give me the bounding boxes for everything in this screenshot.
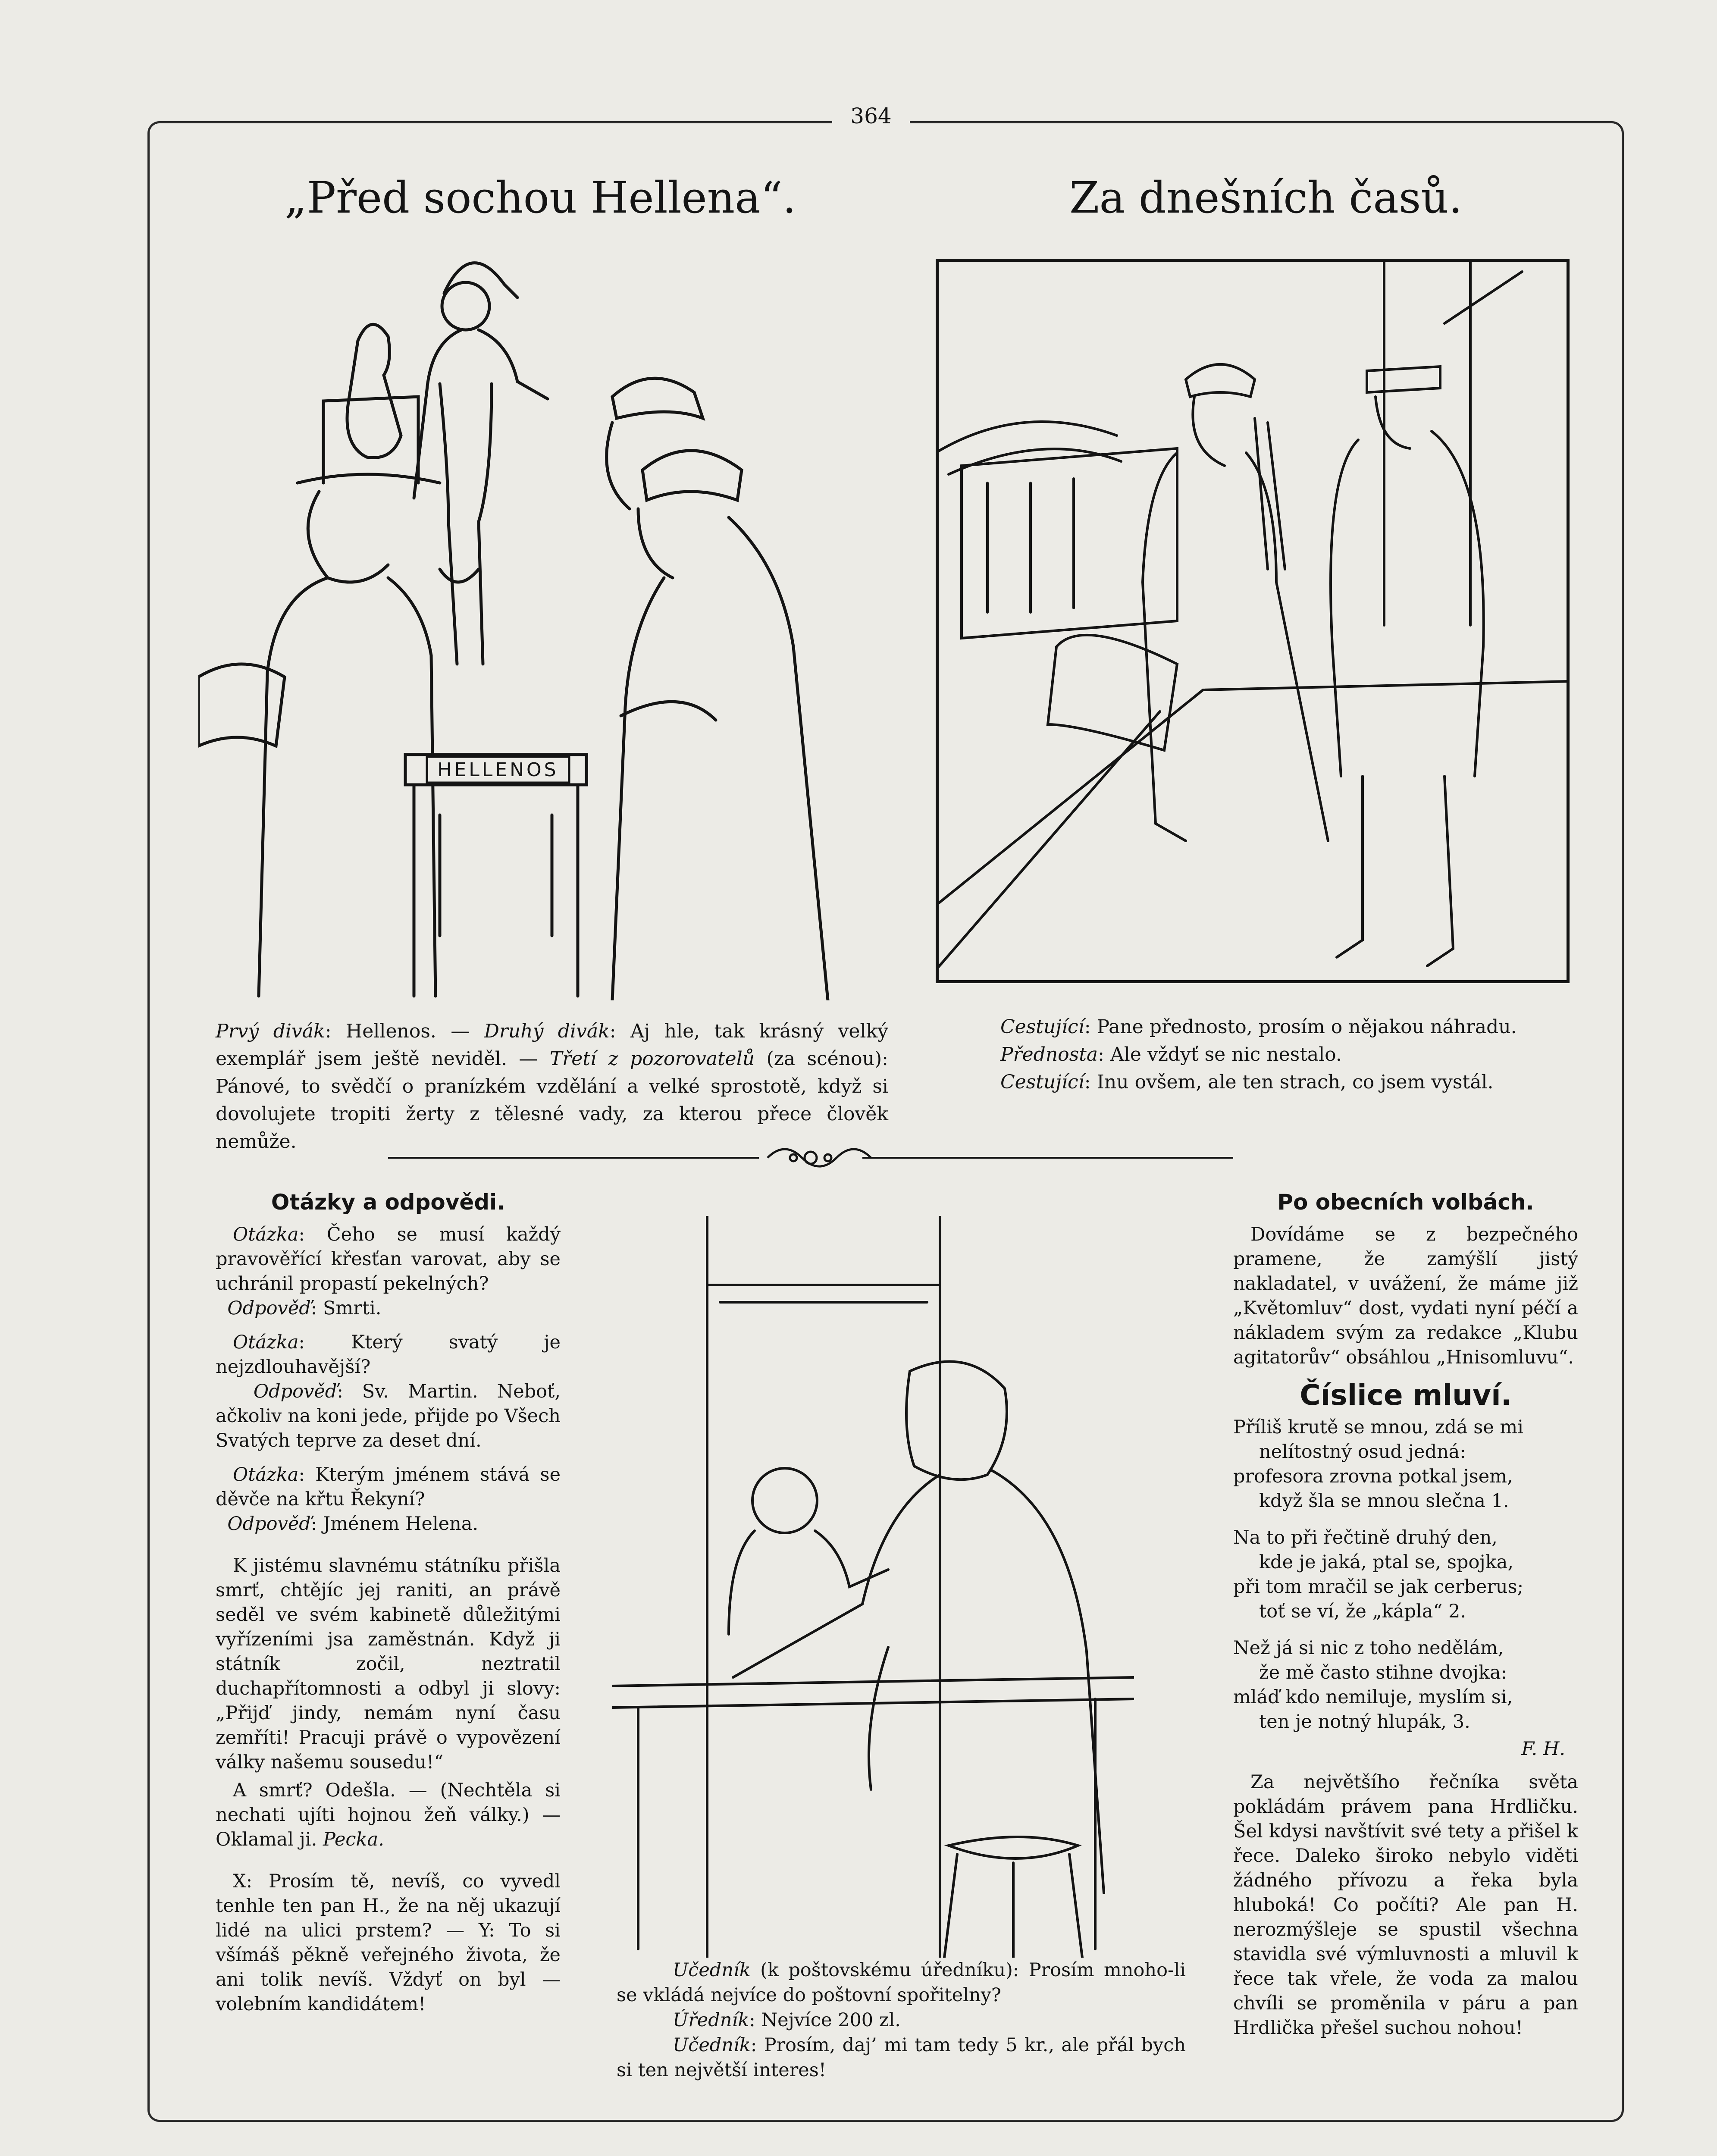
poem-line: toť se ví, že „kápla“ 2. — [1259, 1601, 1466, 1622]
anecdote-end: A smrť? Odešla. — (Nechtěla si nechati ujíti hojnou žeň války.) — Oklamal ji. — [216, 1780, 561, 1850]
left-column: Otázky a odpovědi. Otázka: Čeho se musí každý pravověřící křesťan varovat, aby se uchránil propastí pekelných? Odpověď: Smrti. Otázka: Který svatý je nejzdlouhavější? Odpověď: Sv. Martin. Neboť, ačkoliv na koni jede, přijde po Všech Svatých teprve za deset dní. Otázka: Kterým jménem stává se děvče na křtu Řekyní? Odpověď: Jménem Helena. K jistému slavnému státníku přišla smrť, chtějíc jej raniti, an právě seděl ve svém kabinetě důležitými vyřízeními jsa zaměstnán. Když ji státník zočil, neztratil duchapřítomnosti a odbyl ji slovy: „Přijď jindy, nemám nyní času zemříti! Pracuji právě o vypovězení války našemu sousedu!“ A smrť? Odešla. — (Nechtěla si nechati ujíti hojnou žeň války.) — Oklamal ji. Pecka. X: Prosím tě, nevíš, co vyvedl tenhle ten pan H., že na něj ukazují lidé na ulici prstem? — Y: To si všímáš pěkně veřejného života, že ani tolik nevíš. Vždyť on byl — volebním kandidátem! — [216, 1190, 561, 2026]
poem-line: při tom mračil se jak cerberus; — [1233, 1576, 1524, 1598]
poem-signature: F. H. — [1521, 1738, 1565, 1760]
answer-label: Odpověď — [227, 1513, 311, 1535]
caption-text: Inu ovšem, ale ten strach, co jsem vystál. — [1097, 1071, 1494, 1093]
caption-speaker: Přednosta — [1000, 1044, 1098, 1065]
caption-speaker: Učedník — [673, 1959, 751, 1981]
poem-stanza — [1233, 1636, 1578, 1734]
answer-text: Jménem Helena. — [323, 1513, 479, 1535]
answer-label: Odpověď — [227, 1297, 311, 1319]
railway-illustration — [936, 259, 1570, 983]
caption-text: Pane přednosto, prosím o nějakou náhradu. — [1097, 1016, 1517, 1038]
caption-text: Hellenos. — — [345, 1020, 470, 1042]
question-text: Čeho se musí každý pravověřící křesťan varovat, aby se uchránil propastí pekelných? — [216, 1224, 561, 1294]
ornament-divider — [388, 1143, 1233, 1173]
caption-speaker: Prvý divák — [216, 1020, 325, 1042]
answer-label: Odpověď — [253, 1381, 337, 1402]
poem-line: když šla se mnou slečna 1. — [1259, 1490, 1509, 1512]
right-cartoon-title: Za dnešních časů. — [1069, 172, 1463, 223]
statue-illustration — [198, 241, 871, 1000]
caption-speaker: Úředník — [673, 2009, 749, 2031]
caption-speaker: Třetí z pozorovatelů — [549, 1048, 755, 1070]
answer-text: Smrti. — [323, 1297, 382, 1319]
pedestal-label: HELLENOS — [437, 759, 559, 781]
caption-text: Aj hle, tak krásný velký exemplář jsem ještě neviděl. — — [216, 1020, 888, 1070]
poem-stanza — [1233, 1415, 1578, 1514]
closing-anecdote: Za největšího řečníka světa pokládám právem pana Hrdličku. Šel kdysi navštívit své tety a přišel k řece. Daleko široko nebylo viděti žádného přívozu a řeka byla hluboká! Co počíti? Ale pan H. nerozmýšleje se spustil všechna stavidla své výmluvnosti a mluvil k řece tak vřele, že voda za malou chvíli se proměnila v páru a pan Hrdlička přešel suchou nohou! — [1233, 1771, 1578, 2039]
caption-text: Ale vždyť se nic nestalo. — [1110, 1044, 1342, 1065]
caption-text: (za scénou): Pánové, to svědčí o pranízkém vzdělání a velké sprostotě, když si dovolujete tropiti žerty z tělesné vady, za kterou přece člověk nemůže. — [216, 1048, 888, 1153]
anecdote: K jistému slavnému státníku přišla smrť, chtějíc jej raniti, an právě seděl ve svém kabinetě důležitými vyřízeními jsa zaměstnán. Když ji státník zočil, neztratil duchapřítomnosti a odbyl ji slovy: „Přijď jindy, nemám nyní času zemříti! Pracuji právě o vypovězení války našemu sousedu!“ — [216, 1555, 561, 1773]
poem-heading: Číslice mluví. — [1300, 1379, 1512, 1412]
post-office-illustration — [612, 1216, 1134, 1958]
dialogue: X: Prosím tě, nevíš, co vyvedl tenhle ten pan H., že na něj ukazují lidé na ulici prstem? — Y: To si všímáš pěkně veřejného života, že ani tolik nevíš. Vždyť on byl — volebním kandidátem! — [216, 1871, 561, 2015]
caption-speaker: Učedník — [673, 2034, 751, 2056]
caption-speaker: Druhý divák — [484, 1020, 610, 1042]
poem-line: Na to při řečtině druhý den, — [1233, 1527, 1498, 1548]
answer-text: Sv. Martin. Neboť, ačkoliv na koni jede, přijde po Všech Svatých teprve za deset dní. — [216, 1381, 561, 1451]
page-number: 364 — [832, 103, 910, 128]
left-cartoon-caption: Prvý divák: Hellenos. — Druhý divák: Aj hle, tak krásný velký exemplář jsem ještě neviděl. — Třetí z pozorovatelů (za scénou): Pánové, to svědčí o pranízkém vzdělání a velké sprostotě, když si dovolujete tropiti žerty z tělesné vady, za kterou přece člověk nemůže. — [216, 1020, 888, 1153]
poem-line: že mě často stihne dvojka: — [1259, 1662, 1507, 1683]
caption-speaker: Cestující — [1000, 1071, 1084, 1093]
poem-line: profesora zrovna potkal jsem, — [1233, 1466, 1513, 1487]
poem-line: Než já si nic z toho nedělám, — [1233, 1637, 1504, 1659]
qa-heading: Otázky a odpovědi. — [271, 1190, 505, 1215]
caption-speaker: Cestující — [1000, 1016, 1084, 1038]
poem-line: Příliš krutě se mnou, zdá se mi — [1233, 1416, 1523, 1438]
poem-line: mláď kdo nemiluje, myslím si, — [1233, 1686, 1513, 1708]
poem-line: kde je jaká, ptal se, spojka, — [1259, 1551, 1514, 1573]
caption-text: Prosím, daj’ mi tam tedy 5 kr., ale přál bych si ten největší interes! — [617, 2034, 1186, 2081]
left-cartoon-title: „Před sochou Hellena“. — [285, 172, 796, 223]
question-text: Kterým jménem stává se děvče na křtu Řekyní? — [216, 1464, 561, 1510]
news-text: Dovídáme se z bezpečného pramene, že zamýšlí jistý nakladatel, v uvážení, že máme již „Květomluv“ dost, vydati nyní péčí a nákladem svým za redakce „Klubu agitatorův“ obsáhlou „Hnisomluvu“. — [1233, 1224, 1578, 1368]
poem — [1233, 1415, 1578, 1761]
question-label: Otázka — [233, 1224, 299, 1245]
news-heading: Po obecních volbách. — [1277, 1190, 1534, 1215]
center-caption: Učedník (k poštovskému úředníku): Prosím mnoho-li se vkládá nejvíce do poštovní spořitelny? Úředník: Nejvíce 200 zl. Učedník: Prosím, daj’ mi tam tedy 5 kr., ale přál bych si ten největší interes! — [617, 1959, 1186, 2081]
caption-text: (k poštovskému úředníku): Prosím mnoho-li se vkládá nejvíce do poštovní spořitelny? — [617, 1959, 1186, 2006]
poem-line: nelítostný osud jedná: — [1259, 1441, 1466, 1463]
question-label: Otázka — [233, 1332, 299, 1353]
poem-line: ten je notný hlupák, 3. — [1259, 1711, 1470, 1733]
anecdote-signature: Pecka. — [323, 1829, 384, 1850]
right-column — [1233, 1190, 1578, 2050]
caption-text: Nejvíce 200 zl. — [761, 2009, 901, 2031]
poem-stanza — [1233, 1526, 1578, 1624]
question-label: Otázka — [233, 1464, 299, 1485]
question-text: Který svatý je nejzdlouhavější? — [216, 1332, 561, 1378]
right-cartoon-caption: Cestující: Pane přednosto, prosím o nějakou náhradu. Přednosta: Ale vždyť se nic nestalo. Cestující: Inu ovšem, ale ten strach, co jsem vystál. — [1000, 1016, 1517, 1093]
